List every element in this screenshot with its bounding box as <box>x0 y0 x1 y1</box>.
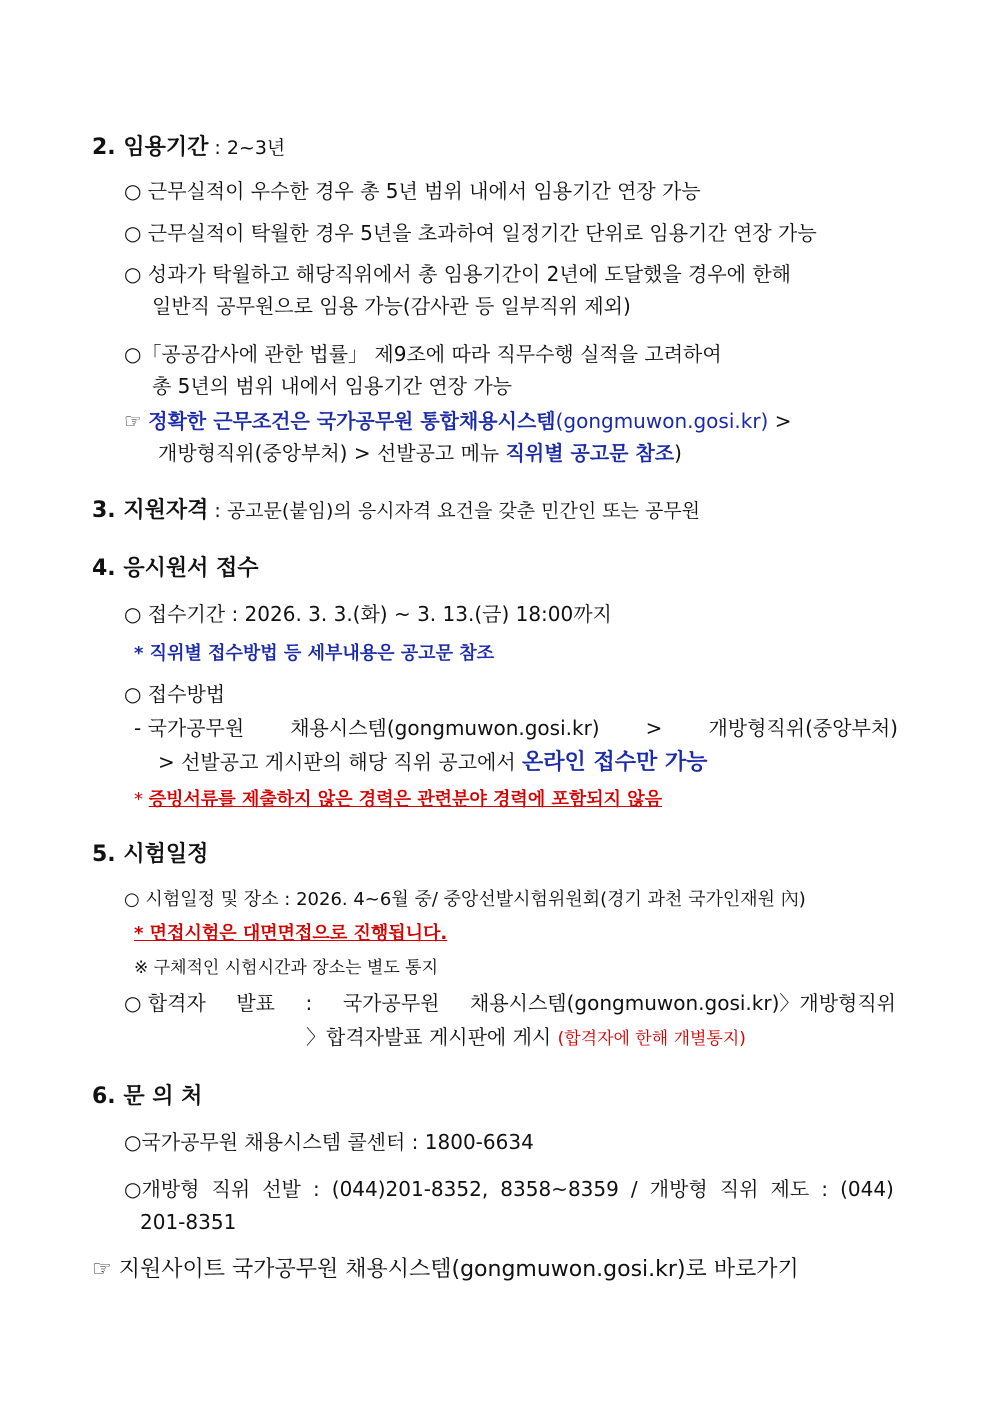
s5-announce-e: 채용시스템(gongmuwon.gosi.kr)〉개방형직위 <box>470 991 896 1015</box>
s6-contact-h: 개방형 <box>649 1177 708 1201</box>
s4-method-path: > 선발공고 게시판의 해당 직위 공고에서 <box>158 750 523 774</box>
s5-announce-b: 발표 <box>236 991 275 1015</box>
s2-item-4-line-2: 총 5년의 범위 내에서 임용기간 연장 가능 <box>152 374 512 398</box>
s2-item-4-line-1: ○「공공감사에 관한 법률」 제9조에 따라 직무수행 실적을 고려하여 <box>124 342 722 366</box>
s2-note-arrow: > <box>768 409 792 433</box>
s5-announce-a: ○ 합격자 <box>124 991 206 1015</box>
section-4-heading: 4. 응시원서 접수 <box>92 556 259 581</box>
section-3-heading <box>92 497 700 525</box>
support-site-text[interactable]: 지원사이트 국가공무원 채용시스템(gongmuwon.gosi.kr)로 바로가기 <box>111 1257 799 1282</box>
s5-schedule: ○ 시험일정 및 장소 : 2026. 4~6월 중/ 중앙선발시험위원회(경기 과천 국가인재원 內) <box>124 889 806 910</box>
s6-contact-line-1 <box>124 1176 894 1202</box>
s2-item-1: ○ 근무실적이 우수한 경우 총 5년 범위 내에서 임용기간 연장 가능 <box>124 179 701 203</box>
s5-announce-line-1 <box>124 990 896 1016</box>
section-2-title: 2. 임용기간 <box>92 135 209 160</box>
s2-note-bold: 정확한 근무조건은 국가공무원 통합채용시스템 <box>148 409 556 433</box>
s6-contact-line-2: 201-8351 <box>140 1210 237 1234</box>
s4-online-only: 온라인 접수만 가능 <box>522 750 708 775</box>
support-site-link[interactable] <box>92 1257 799 1283</box>
s6-contact-c: 선발 <box>262 1177 301 1201</box>
s5-announce-board: 〉합격자발표 게시판에 게시 <box>306 1025 558 1049</box>
section-2-value: : 2~3년 <box>208 137 286 159</box>
s2-note-paren: ) <box>674 441 682 465</box>
section-5-heading: 5. 시험일정 <box>92 842 209 867</box>
s2-note-ref: 직위별 공고문 참조 <box>505 441 675 465</box>
s2-item-3-line-2: 일반직 공무원으로 임용 가능(감사관 등 일부직위 제외) <box>152 294 631 318</box>
s6-contact-g: / <box>630 1177 638 1201</box>
s6-contact-b: 직위 <box>211 1177 251 1201</box>
s4-warning <box>134 787 662 813</box>
s6-contact-k: : <box>821 1177 828 1201</box>
s2-item-3-line-1: ○ 성과가 탁월하고 해당직위에서 총 임용기간이 2년에 도달했을 경우에 한해 <box>124 262 791 286</box>
s2-note-line-1 <box>124 408 791 434</box>
s6-contact-l: (044) <box>840 1177 894 1201</box>
s2-note-path: 개방형직위(중앙부처) > 선발공고 메뉴 <box>158 441 506 465</box>
section-3-title: 3. 지원자격 <box>92 498 209 523</box>
section-3-value: : 공고문(붙임)의 응시자격 요건을 갖춘 민간인 또는 공무원 <box>208 500 701 522</box>
s4-method-d: 개방형직위(중앙부처) <box>708 716 898 740</box>
s4-period-note: * 직위별 접수방법 등 세부내용은 공고문 참조 <box>134 643 494 664</box>
s4-method-line-2 <box>158 749 707 776</box>
s4-method-a: - 국가공무원 <box>134 716 245 740</box>
s6-contact-d: : <box>312 1177 320 1201</box>
s2-item-2: ○ 근무실적이 탁월한 경우 5년을 초과하여 일정기간 단위로 임용기간 연장 가능 <box>124 221 817 245</box>
s5-announce-individual: (합격자에 한해 개별통지) <box>557 1029 746 1049</box>
s5-announce-line-2 <box>306 1024 746 1052</box>
s6-contact-e: (044)201-8352, <box>331 1177 489 1201</box>
s6-contact-f: 8358~8359 <box>500 1177 619 1201</box>
section-2-heading <box>92 134 285 162</box>
s5-announce-d: 국가공무원 <box>342 991 440 1015</box>
s4-method-label: ○ 접수방법 <box>124 682 226 706</box>
s6-contact-j: 제도 <box>770 1177 810 1201</box>
s2-note-line-2 <box>158 440 682 466</box>
s4-method-c: > <box>645 716 663 740</box>
s6-call-center: ○국가공무원 채용시스템 콜센터 : 1800-6634 <box>124 1130 534 1154</box>
s4-warning-star: * <box>134 789 149 810</box>
s4-warning-text: 증빙서류를 제출하지 않은 경력은 관련분야 경력에 포함되지 않음 <box>148 789 663 810</box>
pointing-hand-icon: ☞ <box>124 409 142 433</box>
s5-interview-note: * 면접시험은 대면면접으로 진행됩니다. <box>134 923 448 944</box>
pointing-hand-icon: ☞ <box>92 1257 112 1282</box>
s6-contact-i: 직위 <box>719 1177 759 1201</box>
s4-period: ○ 접수기간 : 2026. 3. 3.(화) ~ 3. 13.(금) 18:00까지 <box>124 602 612 626</box>
s2-note-url[interactable]: (gongmuwon.gosi.kr) <box>555 409 769 433</box>
s6-contact-a: ○개방형 <box>124 1177 200 1201</box>
s5-detail-note: ※ 구체적인 시험시간과 장소는 별도 통지 <box>134 958 439 978</box>
s4-method-line-1 <box>134 715 898 741</box>
section-6-heading: 6. 문 의 처 <box>92 1084 203 1109</box>
s5-announce-c: : <box>305 991 313 1015</box>
s4-method-b: 채용시스템(gongmuwon.gosi.kr) <box>290 716 600 740</box>
